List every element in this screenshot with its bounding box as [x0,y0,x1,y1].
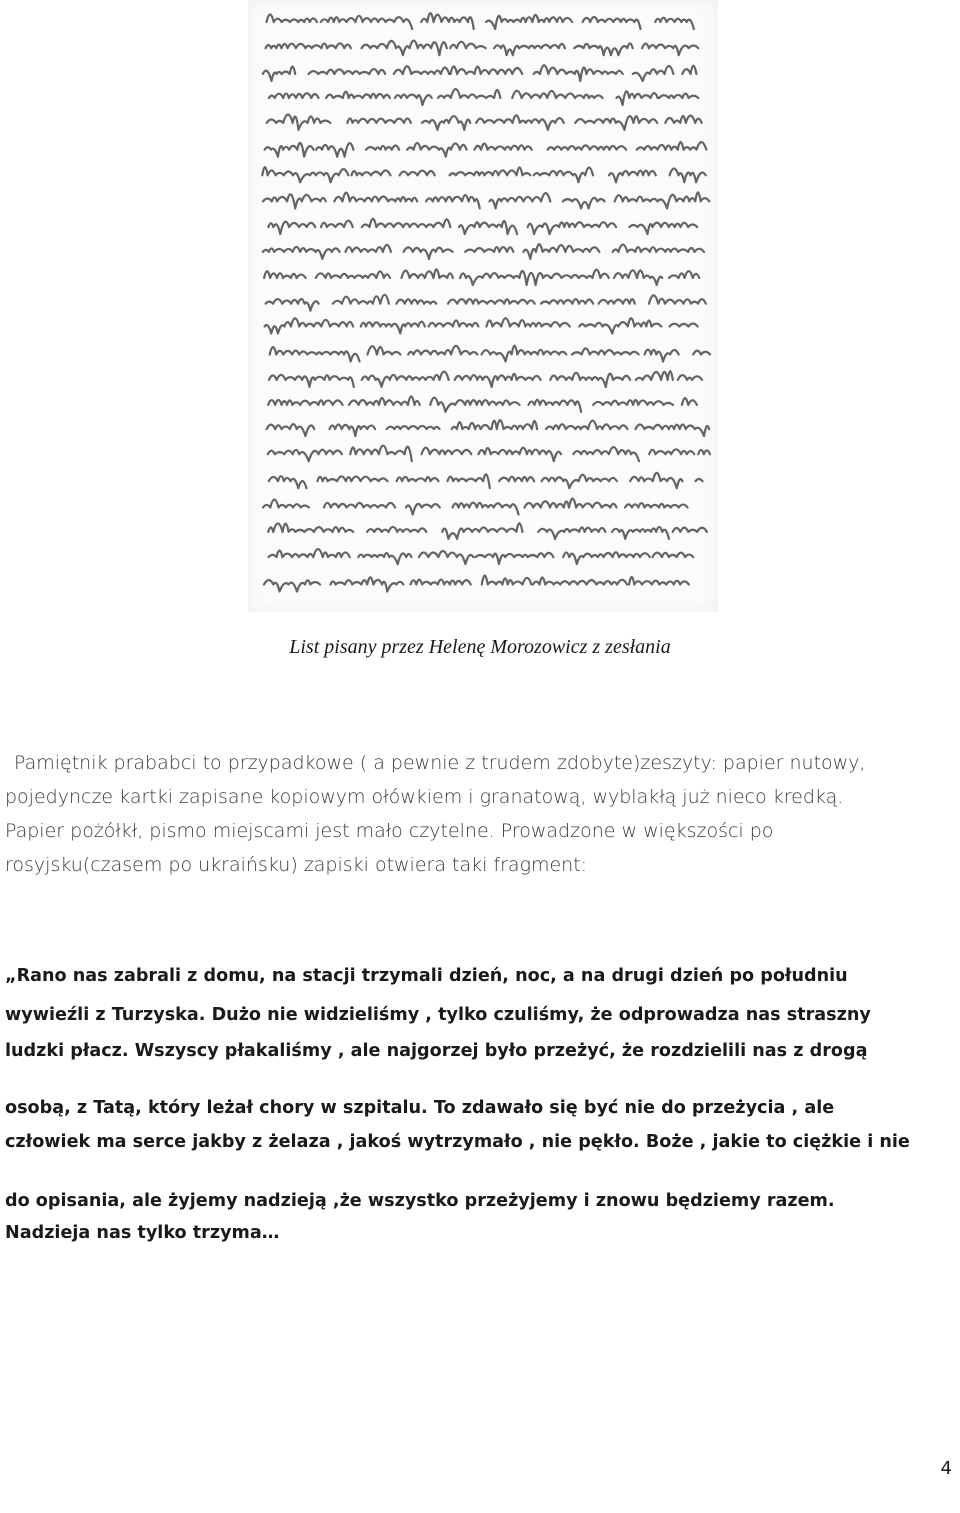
handwriting-stroke [349,396,420,405]
handwriting-stroke [673,528,707,532]
handwriting-stroke [269,375,354,387]
handwriting-stroke [422,116,470,130]
handwriting-stroke [442,523,522,539]
figure-caption [0,636,960,659]
handwriting-stroke [268,523,353,531]
handwriting-stroke [448,474,490,488]
handwriting-stroke [479,448,562,462]
handwriting-stroke [422,448,472,455]
handwriting-stroke [528,222,616,234]
handwriting-stroke [492,420,538,429]
handwriting-stroke [366,146,399,150]
handwriting-stroke [330,424,376,436]
handwriting-stroke [546,421,628,430]
handwriting-stroke [649,295,706,303]
handwriting-stroke [455,374,541,387]
handwriting-stroke [459,221,517,234]
handwriting-stroke [465,247,513,252]
handwriting-stroke [421,13,474,29]
handwriting-stroke [316,143,353,157]
handwriting-stroke [263,500,309,508]
handwriting-stroke [326,92,390,98]
handwriting-stroke [512,91,602,98]
handwriting-stroke [573,447,639,461]
handwriting-stroke [574,43,633,55]
handwriting-stroke [655,18,694,29]
handwriting-stroke [321,221,353,228]
handwriting-stroke [682,398,697,405]
handwriting-stroke [333,295,389,304]
handwriting-stroke [475,553,553,564]
handwriting-stroke [653,553,694,557]
handwriting-stroke [400,171,435,176]
handwriting-stroke [659,94,698,98]
handwriting-stroke [499,477,534,482]
handwriting-stroke [269,549,350,557]
handwriting-stroke [331,577,404,591]
handwriting-stroke [487,318,570,326]
quote-line: Nadzieja nas tylko trzyma… [5,1223,280,1243]
handwriting-stroke [367,527,426,532]
handwriting-stroke [636,425,710,437]
handwriting-stroke [534,168,593,183]
handwriting-stroke [358,553,411,564]
quote-line: osobą, z Tatą, który leżał chory w szpitalu. To zdawało się być nie do przeżycia , ale [5,1098,835,1118]
handwriting-stroke [316,271,390,278]
handwriting-stroke [529,400,582,412]
handwriting-stroke [451,67,523,75]
handwriting-stroke [309,69,386,74]
handwriting-stroke [583,17,641,29]
handwriting-stroke [368,346,401,354]
handwriting-stroke [486,15,572,29]
handwriting-stroke [321,16,412,29]
handwriting-stroke [665,116,701,123]
handwriting-stroke [637,142,707,150]
handwriting-stroke [476,115,564,129]
handwriting-stroke [407,143,467,157]
handwriting-stroke [265,143,314,157]
handwriting-stroke [609,171,656,183]
handwriting-stroke [678,375,702,380]
handwriting-stroke [352,170,391,175]
quote-line: do opisania, ale żyjemy nadzieją ,że wszystko przeżyjemy i znowu będziemy razem. [5,1191,835,1211]
handwriting-stroke [267,115,331,130]
handwriting-stroke [541,299,593,304]
handwriting-stroke [636,371,673,380]
handwriting-stroke [563,198,605,209]
handwriting-stroke [350,446,412,462]
quote-line: ludzki płacz. Wszyscy płakaliśmy , ale najgorzej było przeżyć, że rozdzielili nas z drogą [5,1041,868,1061]
handwriting-stroke [394,66,449,74]
quote-line: „Rano nas zabrali z domu, na stacji trzymali dzień, noc, a na drugi dzień po południu [5,966,848,986]
handwriting-stroke [494,44,565,55]
quote-line: człowiek ma serce jakby z żelaza , jakoś wytrzymało , nie pękło. Boże , jakie to ciężkie i nie [5,1132,910,1152]
handwriting-stroke [490,193,551,208]
handwriting-stroke [411,580,471,585]
handwriting-stroke [268,222,315,234]
handwriting-stroke [268,450,342,462]
handwriting-stroke [268,400,343,405]
quote-line: wywieźli z Turzyska. Dużo nie widzieliśmy , tylko czuliśmy, że odprowadza nas straszny [5,1005,871,1025]
page-number-text: 4 [940,1458,952,1479]
handwriting-stroke [599,299,635,304]
handwriting-stroke [426,195,480,208]
handwriting-stroke [548,145,627,149]
handwriting-stroke [633,66,674,81]
handwriting-stroke [270,347,360,361]
handwriting-stroke [682,66,696,74]
handwriting-stroke [402,269,453,278]
handwriting-stroke [266,299,319,311]
handwriting-stroke [334,193,417,202]
handwriting-stroke [534,65,623,81]
handwriting-stroke [450,167,531,175]
handwriting-stroke [430,398,519,412]
handwriting-stroke [460,271,550,285]
handwriting-scan [248,0,718,612]
handwriting-stroke [263,194,326,208]
handwriting-stroke [419,551,473,564]
handwriting-stroke [450,42,486,49]
handwriting-stroke [406,504,440,515]
page-number [941,1458,952,1479]
handwriting-stroke [408,346,477,355]
handwriting-stroke [324,503,395,508]
handwriting-stroke [269,93,319,98]
handwriting-stroke [613,245,704,252]
handwriting-stroke [698,450,710,454]
handwriting-stroke [552,270,609,278]
handwriting-stroke [617,91,658,105]
handwriting-stroke [397,477,439,481]
handwriting-stroke [642,44,698,56]
handwritten-letter-image [248,0,718,612]
handwriting-stroke [538,527,605,539]
handwriting-stroke [523,244,599,259]
handwriting-stroke [452,422,490,429]
handwriting-stroke [475,144,532,150]
handwriting-stroke [614,270,662,285]
handwriting-stroke [482,576,532,585]
handwriting-stroke [533,578,627,585]
handwriting-stroke [572,348,639,354]
handwriting-stroke [267,424,315,436]
handwriting-stroke [396,299,436,303]
handwriting-stroke [563,552,650,564]
handwriting-stroke [645,350,679,362]
handwriting-stroke [579,318,661,333]
handwriting-stroke [448,299,535,304]
handwriting-stroke [262,167,348,182]
handwriting-stroke [593,400,673,405]
handwriting-stroke [670,169,706,183]
handwriting-stroke [362,219,451,227]
handwriting-stroke [629,577,689,585]
handwriting-stroke [361,322,425,334]
handwriting-stroke [264,271,306,278]
intro-line: Pamiętnik prababci to przypadkowe ( a pewnie z trudem zdobyte)zeszyty: papier nutowy, [14,752,866,774]
intro-line: rosyjsku(czasem po ukraińsku) zapiski otwiera taki fragment: [5,854,588,876]
handwriting-stroke [625,503,687,507]
handwriting-stroke [387,426,440,429]
handwriting-stroke [612,527,669,539]
handwriting-stroke [482,346,567,362]
handwriting-stroke [346,245,391,252]
handwriting-stroke [453,503,519,515]
handwriting-stroke [263,67,295,81]
handwriting-stroke [264,580,320,591]
handwriting-stroke [269,476,307,488]
handwriting-stroke [629,223,697,235]
handwriting-stroke [550,373,630,387]
handwriting-stroke [265,318,354,333]
handwriting-stroke [670,324,698,327]
handwriting-stroke [669,271,699,278]
handwriting-stroke [438,89,500,98]
handwriting-stroke [693,351,710,355]
handwriting-stroke [525,499,617,508]
handwriting-stroke [267,14,317,22]
handwriting-stroke [362,41,447,56]
handwriting-stroke [347,118,410,123]
handwriting-stroke [630,473,682,488]
handwriting-stroke [696,479,703,481]
handwriting-stroke [542,475,617,489]
handwriting-stroke [575,116,657,130]
intro-paragraph [5,746,945,882]
handwriting-stroke [429,320,479,326]
handwriting-stroke [317,476,387,481]
handwriting-stroke [362,372,449,387]
figure-caption-text: List pisany przez Helenę Morozowicz z zesłania [289,636,671,658]
handwriting-stroke [263,247,340,259]
handwriting-stroke [649,449,694,454]
intro-line: Papier pożółkł, pismo miejscami jest mało czytelne. Prowadzone w większości po [5,820,774,842]
handwriting-stroke [404,247,453,259]
intro-line: pojedyncze kartki zapisane kopiowym ołówkiem i granatową, wyblakłą już nieco kredką. [5,786,844,808]
handwriting-stroke [615,192,710,208]
handwriting-stroke [395,95,432,105]
handwriting-stroke [266,43,351,48]
